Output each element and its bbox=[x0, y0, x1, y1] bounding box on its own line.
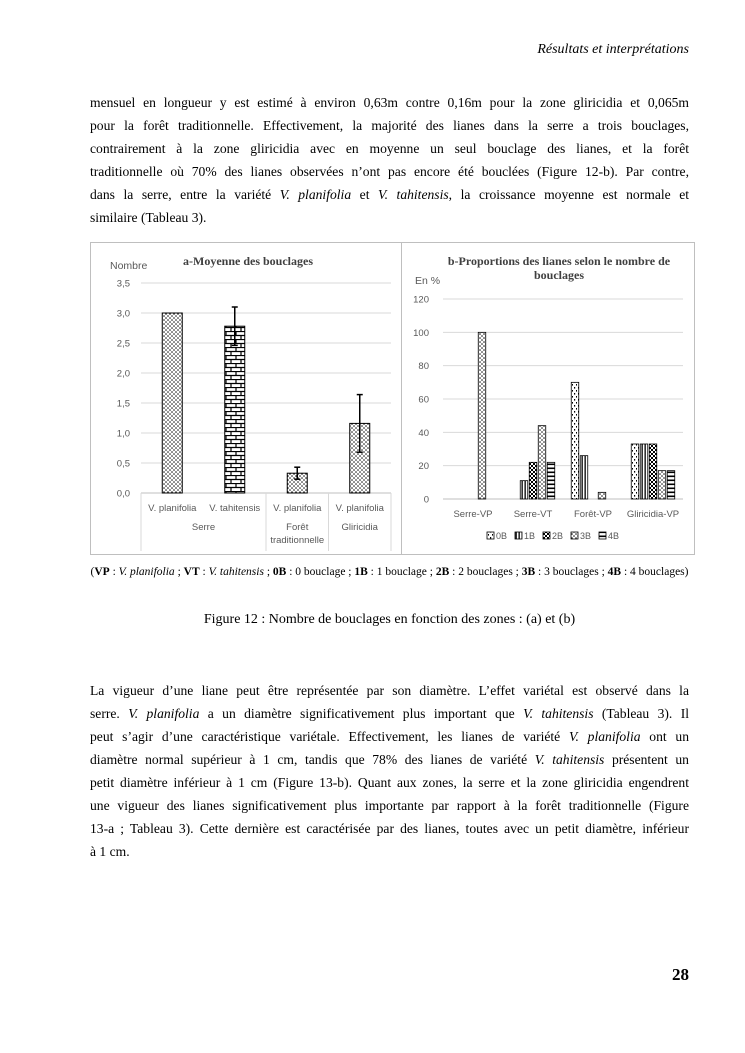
bar bbox=[598, 492, 606, 499]
text-run: 2B bbox=[435, 566, 450, 578]
x-tick-label: Gliricidia-VP bbox=[626, 509, 680, 520]
legend-swatch bbox=[599, 532, 606, 539]
text-line bbox=[90, 114, 689, 137]
text-run: V. tahitensis bbox=[523, 706, 594, 721]
legend-label: 4B bbox=[608, 531, 620, 541]
text-line bbox=[90, 137, 689, 160]
text-run: une vigueur des lianes significativement plus importante par rapport à la forêt traditionnelle (Figure bbox=[90, 798, 689, 813]
text-run: ; bbox=[263, 566, 273, 578]
text-run: petit diamètre inférieur à 1 cm (Figure 13-b). Quant aux zones, la serre et la zone gliricidia engendrent bbox=[90, 775, 689, 790]
legend-label: 3B bbox=[580, 531, 592, 541]
x-tick-label: V. planifolia bbox=[273, 503, 322, 514]
legend-swatch bbox=[515, 532, 522, 539]
bar bbox=[580, 456, 588, 499]
paragraph-2 bbox=[90, 679, 689, 863]
text-run: 13-a ; Tableau 3). Cette dernière est caractérisée par des lianes, toutes avec un petit diamètre, inférieur bbox=[90, 821, 689, 836]
text-run: similaire (Tableau 3). bbox=[90, 210, 207, 225]
text-run: 3B bbox=[521, 566, 536, 578]
text-run: : 1 bouclage ; bbox=[367, 566, 436, 578]
bar bbox=[162, 313, 182, 493]
bar bbox=[225, 326, 245, 493]
text-run: à 1 cm. bbox=[90, 844, 130, 859]
text-run: V. tahitensis bbox=[208, 566, 264, 578]
text-run: V. tahitensis bbox=[378, 187, 449, 202]
y-tick-label: 0 bbox=[423, 494, 429, 506]
x-tick-label: V. planifolia bbox=[335, 503, 384, 514]
x-tick-label: Serre-VP bbox=[453, 509, 493, 520]
text-run: V. planifolia bbox=[568, 729, 641, 744]
text-run: a un diamètre significativement plus important que bbox=[199, 706, 524, 721]
text-run: : 2 bouclages ; bbox=[449, 566, 522, 578]
legend-label: 0B bbox=[496, 531, 508, 541]
bar bbox=[520, 481, 528, 499]
text-run: 1B bbox=[354, 566, 368, 578]
y-tick-label: 20 bbox=[418, 461, 429, 473]
y-tick-label: 40 bbox=[418, 427, 429, 439]
text-run: : 4 bouclages) bbox=[621, 566, 689, 578]
y-axis-label: Nombre bbox=[110, 260, 148, 272]
bar bbox=[547, 462, 555, 499]
y-tick-label: 1,5 bbox=[116, 398, 130, 410]
text-run: VP bbox=[94, 566, 110, 578]
y-tick-label: 60 bbox=[418, 394, 429, 406]
text-run: : 0 bouclage ; bbox=[286, 566, 355, 578]
legend-swatch bbox=[571, 532, 578, 539]
text-run: : bbox=[109, 566, 119, 578]
x-tick-label: Forêt-VP bbox=[573, 509, 613, 520]
text-run: ont un bbox=[640, 729, 690, 744]
y-tick-label: 2,0 bbox=[116, 368, 130, 380]
page-number: 28 bbox=[672, 965, 689, 984]
text-run: (Tableau 3). Il bbox=[593, 706, 689, 721]
figure-12 bbox=[90, 242, 695, 555]
bar bbox=[571, 382, 579, 499]
text-run: V. tahitensis bbox=[534, 752, 605, 767]
text-run: 4B bbox=[607, 566, 622, 578]
legend-swatch bbox=[487, 532, 494, 539]
text-run: V. planifolia bbox=[279, 187, 352, 202]
y-tick-label: 1,0 bbox=[116, 428, 130, 440]
text-run: 0B bbox=[272, 566, 287, 578]
text-line bbox=[90, 725, 689, 748]
y-tick-label: 120 bbox=[413, 294, 429, 306]
text-run: peut s’agir d’une caractéristique variétale. Effectivement, les lianes de variété bbox=[90, 729, 569, 744]
text-line bbox=[90, 748, 689, 771]
text-run: présentent un bbox=[604, 752, 689, 767]
y-axis-label: En % bbox=[415, 275, 441, 287]
abbreviation-legend bbox=[90, 561, 689, 583]
text-run: , la croissance moyenne est normale et bbox=[448, 187, 690, 202]
text-line bbox=[90, 840, 689, 863]
group-label: Serre bbox=[191, 522, 216, 533]
bar bbox=[631, 444, 639, 499]
figure-caption: Figure 12 : Nombre de bouclages en fonction des zones : (a) et (b) bbox=[203, 612, 576, 627]
text-run: V. planifolia bbox=[128, 706, 200, 721]
text-line bbox=[90, 702, 689, 725]
text-run: ( bbox=[90, 566, 95, 578]
legend-label: 1B bbox=[524, 531, 536, 541]
text-run: La vigueur d’une liane peut être représentée par son diamètre. L’effet variétal est observé dans la bbox=[90, 683, 689, 698]
text-run: mensuel en longueur y est estimé à environ 0,63m contre 0,16m pour la zone gliricidia et 0,065m bbox=[90, 95, 689, 110]
y-tick-label: 100 bbox=[413, 327, 429, 339]
text-line bbox=[90, 794, 689, 817]
text-run: : 3 bouclages ; bbox=[535, 566, 608, 578]
text-run: V. planifolia bbox=[118, 566, 175, 578]
x-tick-label: V. tahitensis bbox=[209, 503, 261, 514]
group-label: Forêt traditionnelle bbox=[270, 522, 325, 546]
text-run: dans la serre, entre la variété bbox=[90, 187, 280, 202]
y-tick-label: 80 bbox=[418, 361, 429, 373]
text-line bbox=[90, 91, 689, 114]
bar bbox=[667, 471, 675, 499]
text-run: VT bbox=[183, 566, 200, 578]
text-run: pour la forêt traditionnelle. Effectivement, la majorité des lianes dans la serre a trois bouclages, bbox=[90, 118, 689, 133]
bar bbox=[538, 426, 546, 499]
legend-label: 2B bbox=[552, 531, 564, 541]
y-tick-label: 0,0 bbox=[116, 488, 130, 500]
text-line bbox=[90, 206, 689, 229]
y-tick-label: 3,0 bbox=[116, 308, 130, 320]
text-line bbox=[90, 679, 689, 702]
x-tick-label: V. planifolia bbox=[148, 503, 197, 514]
bar bbox=[529, 462, 537, 499]
bar bbox=[640, 444, 648, 499]
chart-a bbox=[91, 243, 401, 554]
text-run: diamètre normal supérieur à 1 cm, tandis que 78% des lianes de variété bbox=[90, 752, 535, 767]
text-line bbox=[90, 160, 689, 183]
y-tick-label: 2,5 bbox=[116, 338, 130, 350]
text-run: : bbox=[199, 566, 209, 578]
text-line bbox=[90, 771, 689, 794]
y-tick-label: 3,5 bbox=[116, 278, 130, 290]
chart-title: b-Proportions des lianes selon le nombre de bouclages bbox=[447, 254, 671, 282]
text-run: traditionnelle où 70% des lianes observées n’ont pas encore été bouclées (Figure 12-b). Par contre, bbox=[90, 164, 689, 179]
y-tick-label: 0,5 bbox=[116, 458, 130, 470]
text-line bbox=[90, 817, 689, 840]
text-run: ; bbox=[174, 566, 184, 578]
legend-swatch bbox=[543, 532, 550, 539]
text-run: contrairement à la zone gliricidia avec en moyenne un seul bouclage des lianes, et la forêt bbox=[90, 141, 689, 156]
text-run: serre. bbox=[90, 706, 129, 721]
running-header: Résultats et interprétations bbox=[537, 42, 689, 57]
chart-title: a-Moyenne des bouclages bbox=[183, 254, 313, 268]
group-label: Gliricidia bbox=[341, 522, 378, 533]
x-tick-label: Serre-VT bbox=[513, 509, 553, 520]
text-run: et bbox=[351, 187, 379, 202]
bar bbox=[478, 332, 486, 499]
chart-b bbox=[401, 243, 694, 554]
text-line bbox=[90, 183, 689, 206]
bar bbox=[649, 444, 657, 499]
bar bbox=[658, 471, 666, 499]
paragraph-1 bbox=[90, 91, 689, 229]
